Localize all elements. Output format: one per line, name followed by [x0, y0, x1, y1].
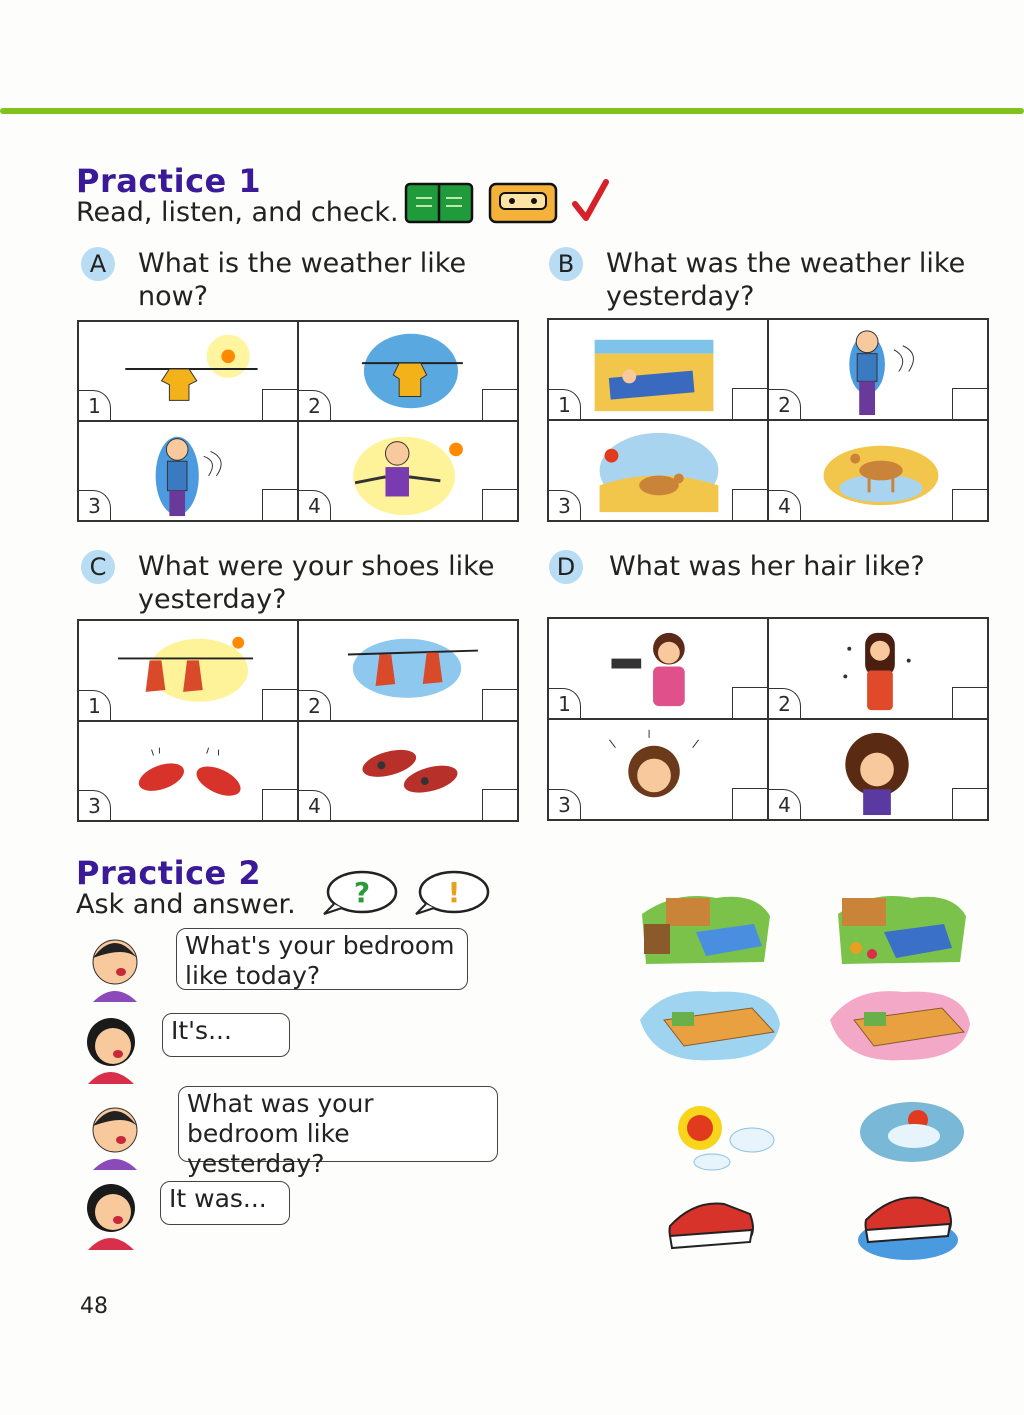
check-box[interactable] [732, 388, 767, 419]
desk-blue-picture [634, 980, 784, 1066]
book-icon [404, 181, 474, 225]
check-box[interactable] [732, 788, 767, 819]
question-a-option-1[interactable] [78, 321, 298, 421]
question-bubble-icon [320, 868, 400, 920]
tidy-bedroom-picture [636, 884, 776, 968]
messy-bedroom-picture [832, 884, 972, 968]
practice2-title: Practice 2 [76, 854, 262, 892]
question-b-option-3[interactable] [548, 420, 768, 521]
check-box[interactable] [952, 788, 987, 819]
practice2-instruction: Ask and answer. [76, 889, 296, 920]
wet-sneaker-picture [852, 1186, 970, 1278]
option-number: 1 [549, 688, 581, 718]
check-box[interactable] [952, 489, 987, 520]
question-b-letter: B [549, 247, 583, 281]
question-b-grid [547, 318, 989, 522]
check-box[interactable] [262, 389, 297, 420]
option-number: 1 [79, 390, 111, 420]
question-a-option-2[interactable] [298, 321, 518, 421]
girl-avatar [80, 1180, 142, 1252]
check-box[interactable] [482, 389, 517, 420]
option-number: 4 [299, 490, 331, 520]
question-b-option-4[interactable] [768, 420, 988, 521]
question-d-option-3[interactable] [548, 719, 768, 820]
option-number: 2 [769, 389, 801, 419]
option-number: 3 [549, 789, 581, 819]
option-number: 3 [79, 490, 111, 520]
option-number: 3 [79, 790, 111, 820]
girl-avatar [80, 1014, 142, 1086]
option-number: 2 [769, 688, 801, 718]
top-divider-line [0, 108, 1024, 114]
question-c-grid [77, 619, 519, 822]
question-a-text: What is the weather like now? [138, 248, 467, 312]
question-c-option-1[interactable] [78, 620, 298, 721]
page-number: 48 [80, 1294, 108, 1319]
question-b-option-1[interactable] [548, 319, 768, 420]
boy-avatar [85, 1100, 145, 1172]
speech-bubble-1: What's your bedroom like today? [176, 928, 468, 990]
option-number: 1 [549, 389, 581, 419]
speech-bubble-4: It was... [160, 1181, 290, 1225]
speech-bubble-3: What was your bedroom like yesterday? [178, 1086, 498, 1162]
practice1-title: Practice 1 [76, 162, 262, 200]
check-box[interactable] [952, 687, 987, 718]
check-box[interactable] [262, 789, 297, 820]
option-number: 2 [299, 390, 331, 420]
sunny-weather-picture [656, 1094, 780, 1172]
option-number: 4 [769, 789, 801, 819]
speech-bubble-2: It's... [162, 1013, 290, 1057]
exclamation-bubble-icon [412, 868, 492, 920]
desk-pink-picture [824, 980, 976, 1066]
question-a-letter: A [81, 247, 115, 281]
question-c-text: What were your shoes like yesterday? [138, 551, 495, 615]
question-d-option-1[interactable] [548, 618, 768, 719]
question-d-letter: D [549, 550, 583, 584]
question-c-letter: C [81, 550, 115, 584]
cassette-icon [488, 181, 558, 225]
question-a-option-3[interactable] [78, 421, 298, 521]
option-number: 1 [79, 690, 111, 720]
question-d-grid [547, 617, 989, 821]
option-number: 4 [769, 490, 801, 520]
check-box[interactable] [482, 689, 517, 720]
question-d-option-2[interactable] [768, 618, 988, 719]
check-box[interactable] [262, 489, 297, 520]
option-number: 2 [299, 690, 331, 720]
question-c-option-3[interactable] [78, 721, 298, 822]
question-d-text: What was her hair like? [609, 551, 925, 582]
checkmark-icon [570, 176, 610, 224]
question-a-grid [77, 320, 519, 522]
check-box[interactable] [732, 687, 767, 718]
question-c-option-4[interactable] [298, 721, 518, 822]
check-box[interactable] [482, 789, 517, 820]
check-box[interactable] [482, 489, 517, 520]
rainy-weather-picture [852, 1092, 980, 1174]
practice1-instruction: Read, listen, and check. [76, 197, 399, 228]
check-box[interactable] [262, 689, 297, 720]
option-number: 4 [299, 790, 331, 820]
svg-text:!: ! [447, 876, 461, 909]
check-box[interactable] [732, 489, 767, 520]
question-b-text: What was the weather like yesterday? [606, 248, 966, 312]
check-box[interactable] [952, 388, 987, 419]
boy-avatar [85, 932, 145, 1004]
question-c-option-2[interactable] [298, 620, 518, 721]
question-a-option-4[interactable] [298, 421, 518, 521]
question-b-option-2[interactable] [768, 319, 988, 420]
svg-text:?: ? [353, 876, 371, 909]
option-number: 3 [549, 490, 581, 520]
clean-sneaker-picture [664, 1190, 760, 1252]
question-d-option-4[interactable] [768, 719, 988, 820]
